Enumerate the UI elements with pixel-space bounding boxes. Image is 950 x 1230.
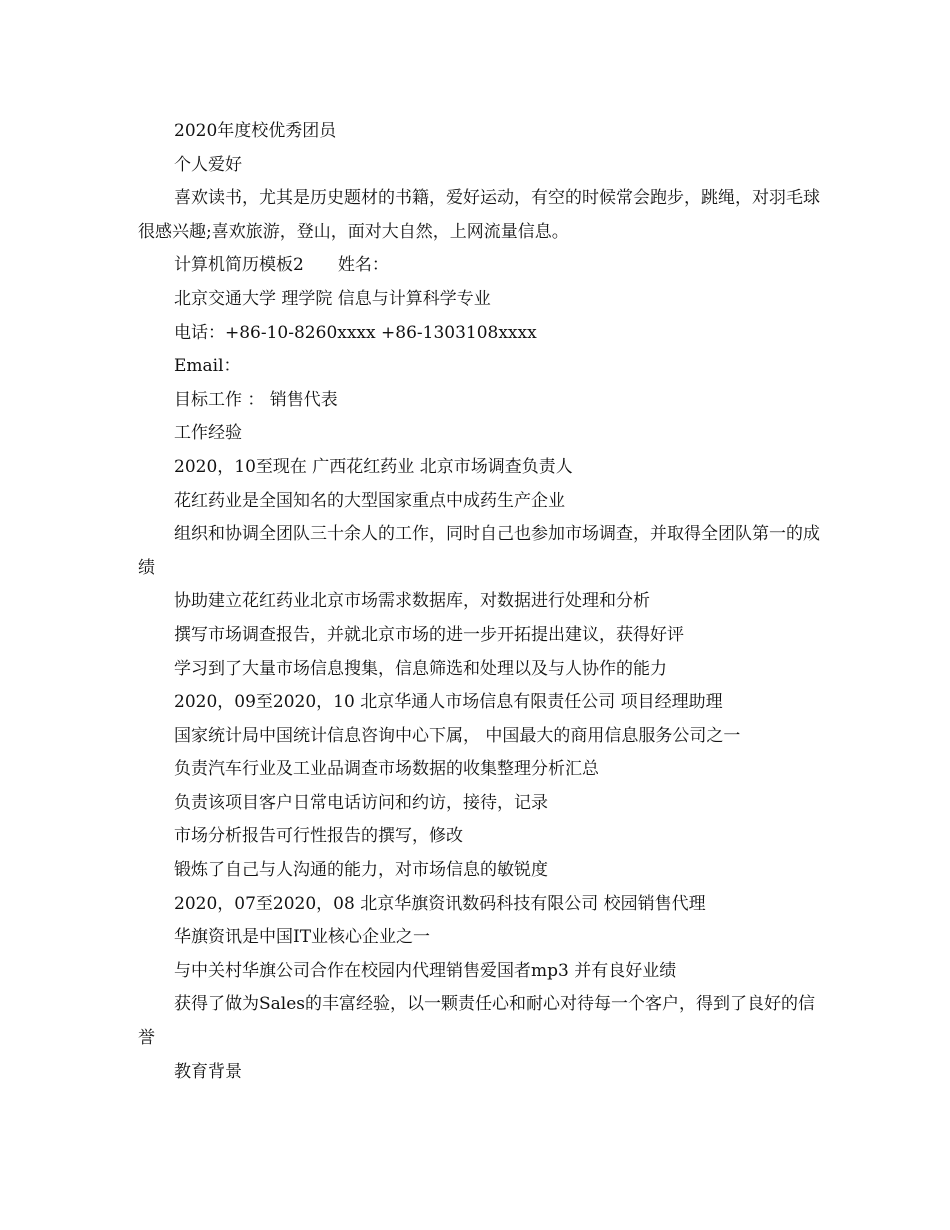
hobbies-heading: 个人爱好: [174, 154, 242, 175]
job-2-detail: 负责汽车行业及工业品调查市场数据的收集整理分析汇总: [174, 759, 599, 780]
job-3-detail: 获得了做为Sales的丰富经验，以一颗责任心和耐心对待每一个客户，得到了良好的信誉: [138, 994, 816, 1049]
work-experience-heading: 工作经验: [174, 423, 242, 444]
education-heading: 教育背景: [174, 1061, 242, 1082]
job-3-detail: 华旗资讯是中国IT业核心企业之一: [174, 927, 431, 948]
honor-line: 2020年度校优秀团员: [174, 121, 337, 141]
job-2-detail: 负责该项目客户日常电话访问和约访，接待，记录: [174, 792, 548, 813]
job-2-detail: 国家统计局中国统计信息咨询中心下属， 中国最大的商用信息服务公司之一: [174, 725, 741, 746]
job-2-detail: 锻炼了自己与人沟通的能力，对市场信息的敏锐度: [174, 860, 548, 881]
phone-line: 电话：+86-10-8260xxxx +86-1303108xxxx: [174, 322, 537, 343]
email-line: Email：: [174, 356, 241, 377]
job-1-detail: 学习到了大量市场信息搜集，信息筛选和处理以及与人协作的能力: [174, 658, 667, 679]
template-title-line: 计算机简历模板2 姓名：: [174, 255, 389, 276]
job-2-title: 2020，09至2020，10 北京华通人市场信息有限责任公司 项目经理助理: [174, 692, 723, 713]
job-1-title: 2020，10至现在 广西花红药业 北京市场调查负责人: [174, 456, 573, 477]
job-1-detail: 组织和协调全团队三十余人的工作，同时自己也参加市场调查，并取得全团队第一的成绩: [138, 524, 820, 578]
job-1-detail: 花红药业是全国知名的大型国家重点中成药生产企业: [174, 490, 565, 511]
job-1-detail: 撰写市场调查报告，并就北京市场的进一步开拓提出建议，获得好评: [174, 624, 684, 645]
job-2-detail: 市场分析报告可行性报告的撰写，修改: [174, 826, 463, 847]
school-line: 北京交通大学 理学院 信息与计算科学专业: [174, 288, 491, 309]
job-3-title: 2020，07至2020，08 北京华旗资讯数码科技有限公司 校园销售代理: [174, 893, 706, 914]
hobbies-paragraph: 喜欢读书，尤其是历史题材的书籍，爱好运动，有空的时候常会跑步，跳绳，对羽毛球很感兴趣;喜欢旅游，登山，面对大自然，上网流量信息。: [138, 188, 820, 242]
job-3-detail: 与中关村华旗公司合作在校园内代理销售爱国者mp3 并有良好业绩: [174, 960, 677, 981]
job-1-detail: 协助建立花红药业北京市场需求数据库，对数据进行处理和分析: [174, 591, 650, 612]
target-job-line: 目标工作 ： 销售代表: [174, 389, 338, 410]
